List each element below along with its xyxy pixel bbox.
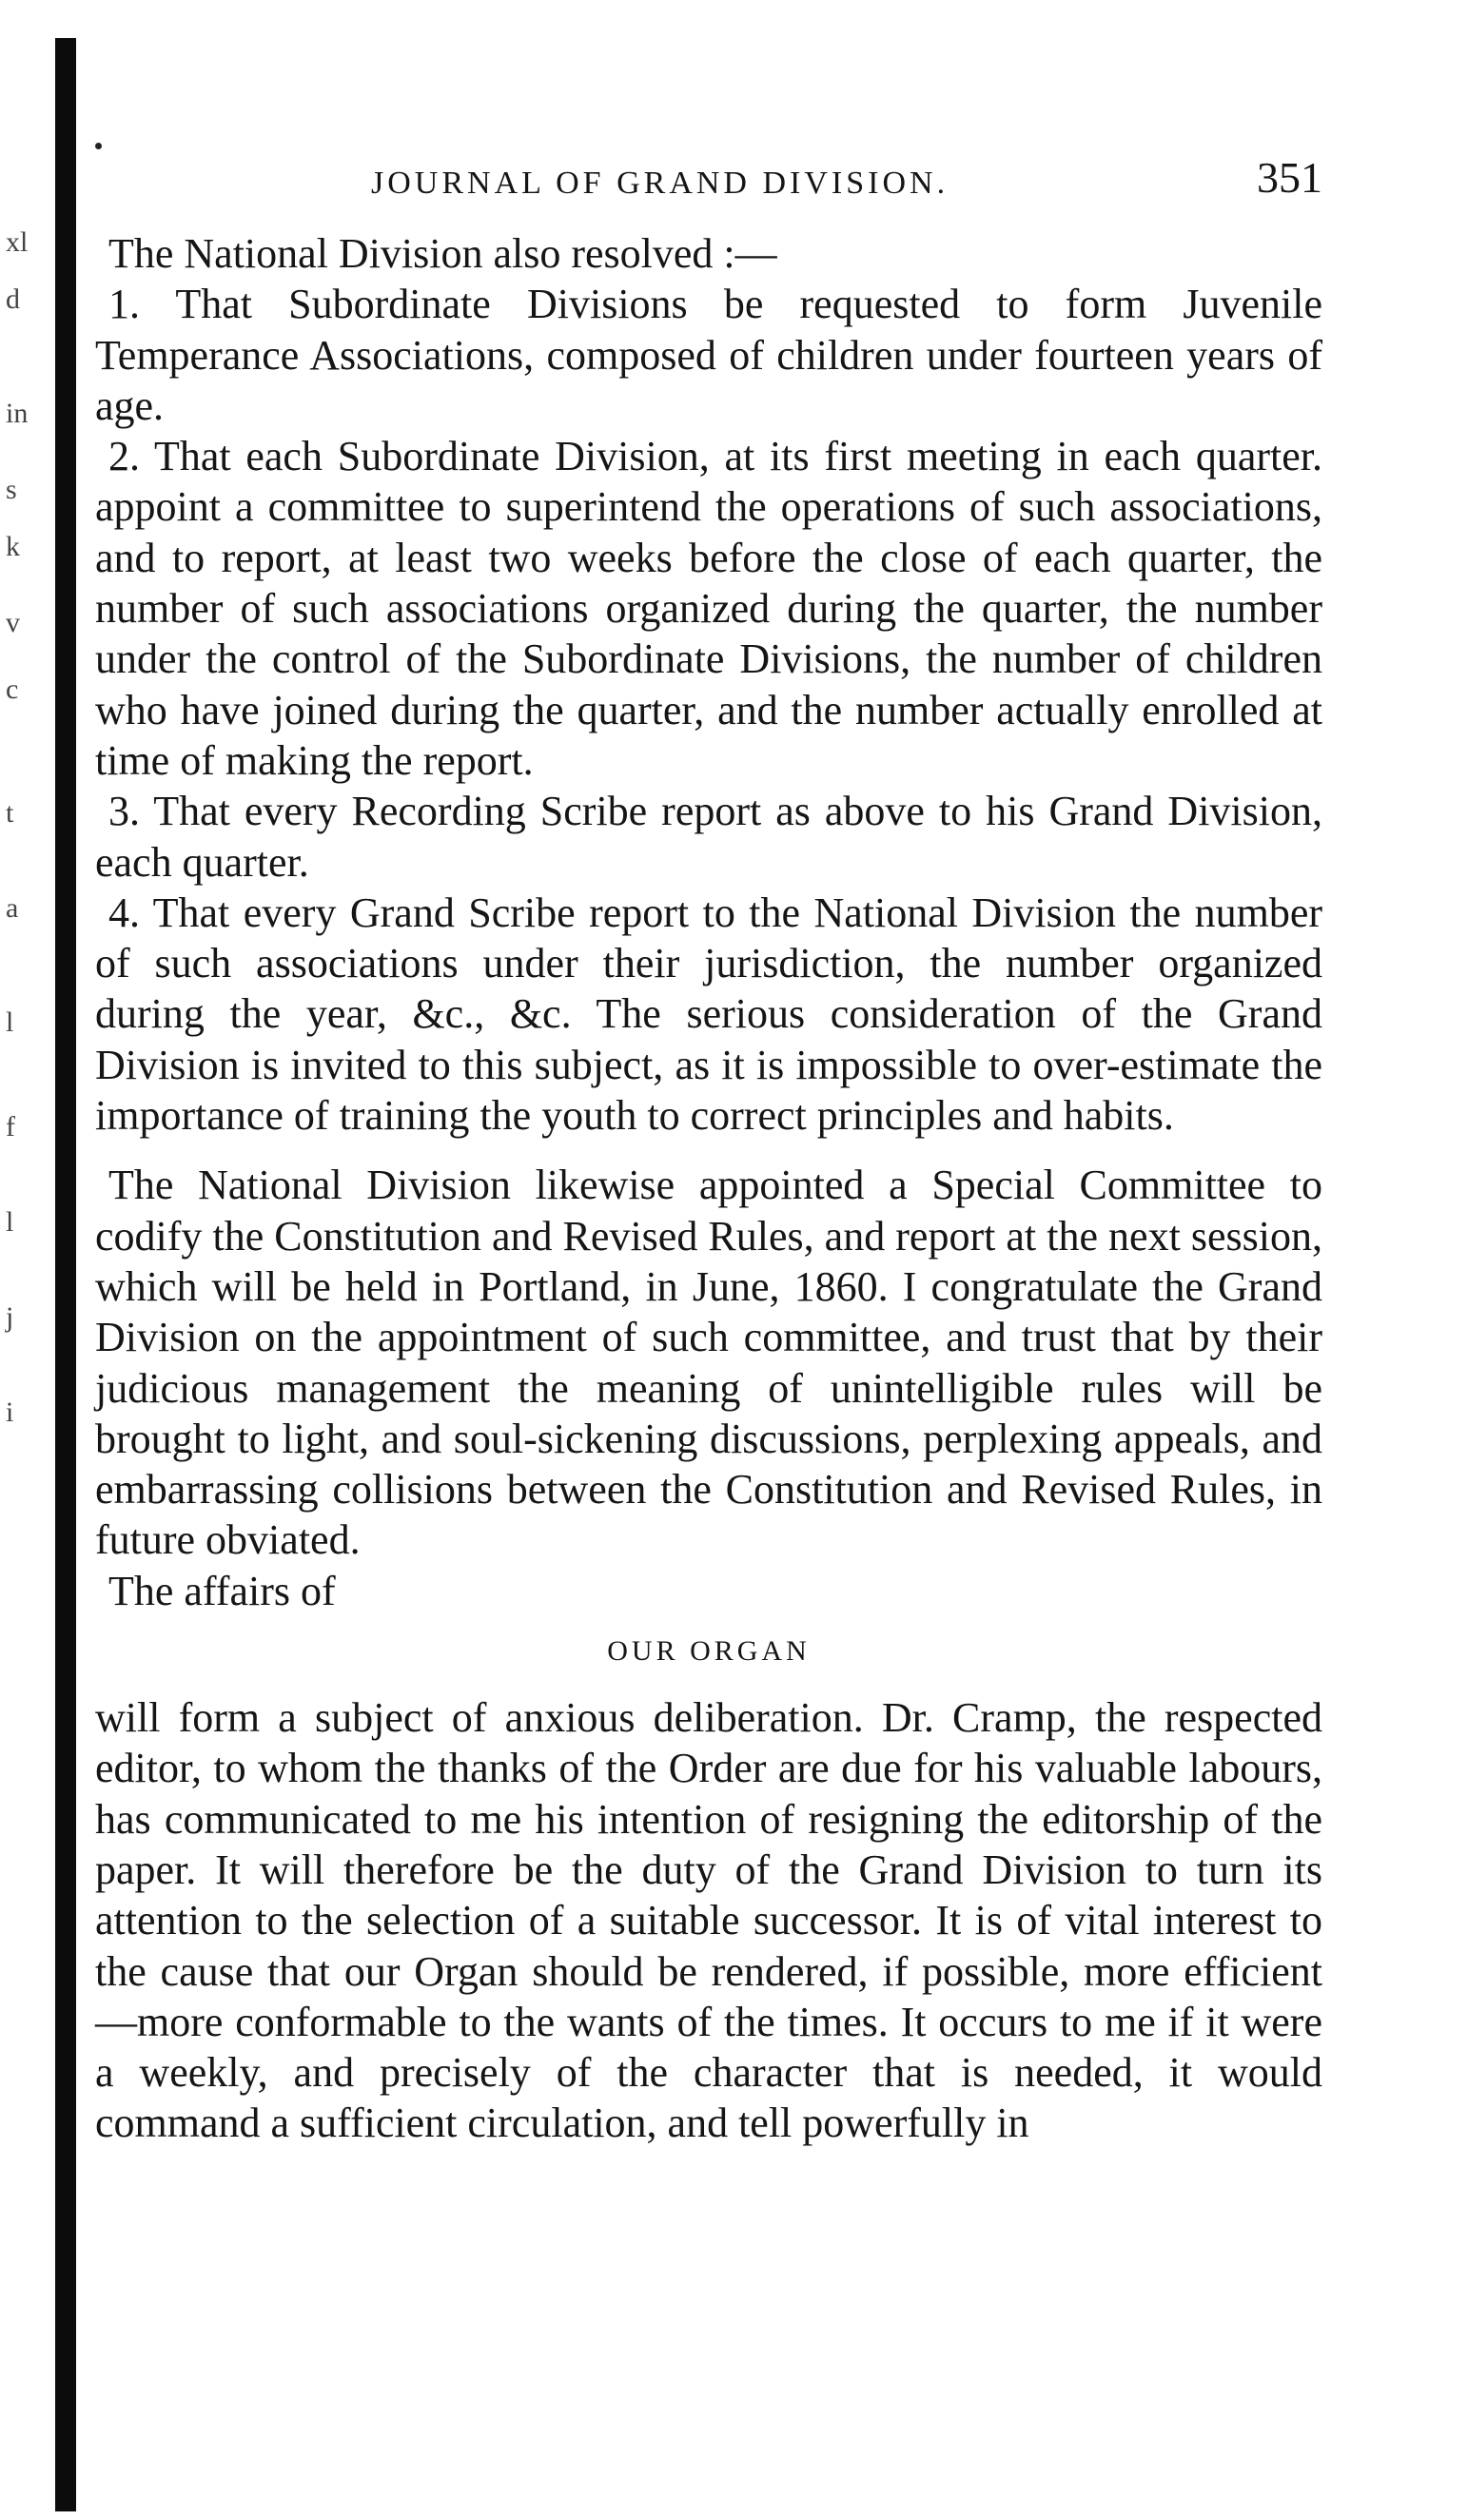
fragment-text: d	[6, 283, 20, 315]
fragment-text: t	[6, 797, 14, 829]
resolution-2: 2. That each Subordinate Division, at its first meeting in each quarter. appoint a committee to superintend the operations of such associations, and to report, at least two weeks before the close of each quarter, the number of such associations organized during the quarter, the number under the control of the Subordinate Divisions, the number of children who have joined during the quarter, and the number actually enrolled at time of making the report.	[95, 433, 1322, 784]
fragment-text: k	[6, 531, 20, 562]
page-header	[95, 152, 1322, 228]
fragment-text: c	[6, 674, 19, 705]
resolution-4: 4. That every Grand Scribe report to the National Division the number of such associations under their jurisdiction, the number organized during the year, &c., &c. The serious consideration of the Grand Division is invited to this subject, as it is impossible to over-estimate the importance of training the youth to correct principles and habits.	[95, 889, 1322, 1140]
fragment-text: s	[6, 474, 17, 505]
organ-paragraph: will form a subject of anxious deliberation. Dr. Cramp, the respected editor, to whom the thanks of the Order are due for his valuable labours, has communicated to me his intention of resigning the editorship of the paper. It will therefore be the duty of the Grand Division to turn its attention to the selection of a suitable successor. It is of vital interest to the cause that our Organ should be rendered, if possible, more efficient—more conformable to the wants of the times. It occurs to me if it were a weekly, and precisely of the character that is needed, it would command a sufficient circulation, and tell powerfully in	[95, 1694, 1322, 2147]
fragment-text: in	[6, 398, 29, 429]
fragment-text: i	[6, 1397, 14, 1428]
fragment-text: j	[6, 1301, 14, 1333]
resolution-1: 1. That Subordinate Divisions be requested to form Juvenile Temperance Associations, composed of children under fourteen years of age.	[95, 281, 1322, 429]
fragment-text: l	[6, 1206, 14, 1238]
section-heading: OUR ORGAN	[607, 1635, 811, 1668]
resolution-3: 3. That every Recording Scribe report as above to his Grand Division, each quarter.	[95, 788, 1322, 886]
book-page	[95, 152, 1322, 2149]
stray-mark	[95, 143, 102, 149]
intro-paragraph: The National Division also resolved :—	[108, 230, 777, 277]
special-committee-paragraph: The National Division likewise appointed a Special Committee to codify the Constitution and Revised Rules, and report at the next session, which will be held in Portland, in June, 1860. I congratulate the Grand Division on the appointment of such committee, and trust that by their judicious management the meaning of unintelligible rules will be brought to light, and soul-sickening discussions, perplexing appeals, and embarrassing collisions between the Constitution and Revised Rules, in future obviated.	[95, 1162, 1322, 1564]
binding-shadow	[55, 38, 76, 2511]
running-title: JOURNAL OF GRAND DIVISION.	[371, 166, 949, 201]
affairs-lead: The affairs of	[108, 1567, 336, 1614]
fragment-text: a	[6, 892, 19, 924]
fragment-text: l	[6, 1006, 14, 1038]
fragment-text: v	[6, 607, 20, 638]
fragment-text: xl	[6, 226, 29, 258]
fragment-text: f	[6, 1111, 15, 1143]
page-number: 351	[1257, 153, 1322, 202]
